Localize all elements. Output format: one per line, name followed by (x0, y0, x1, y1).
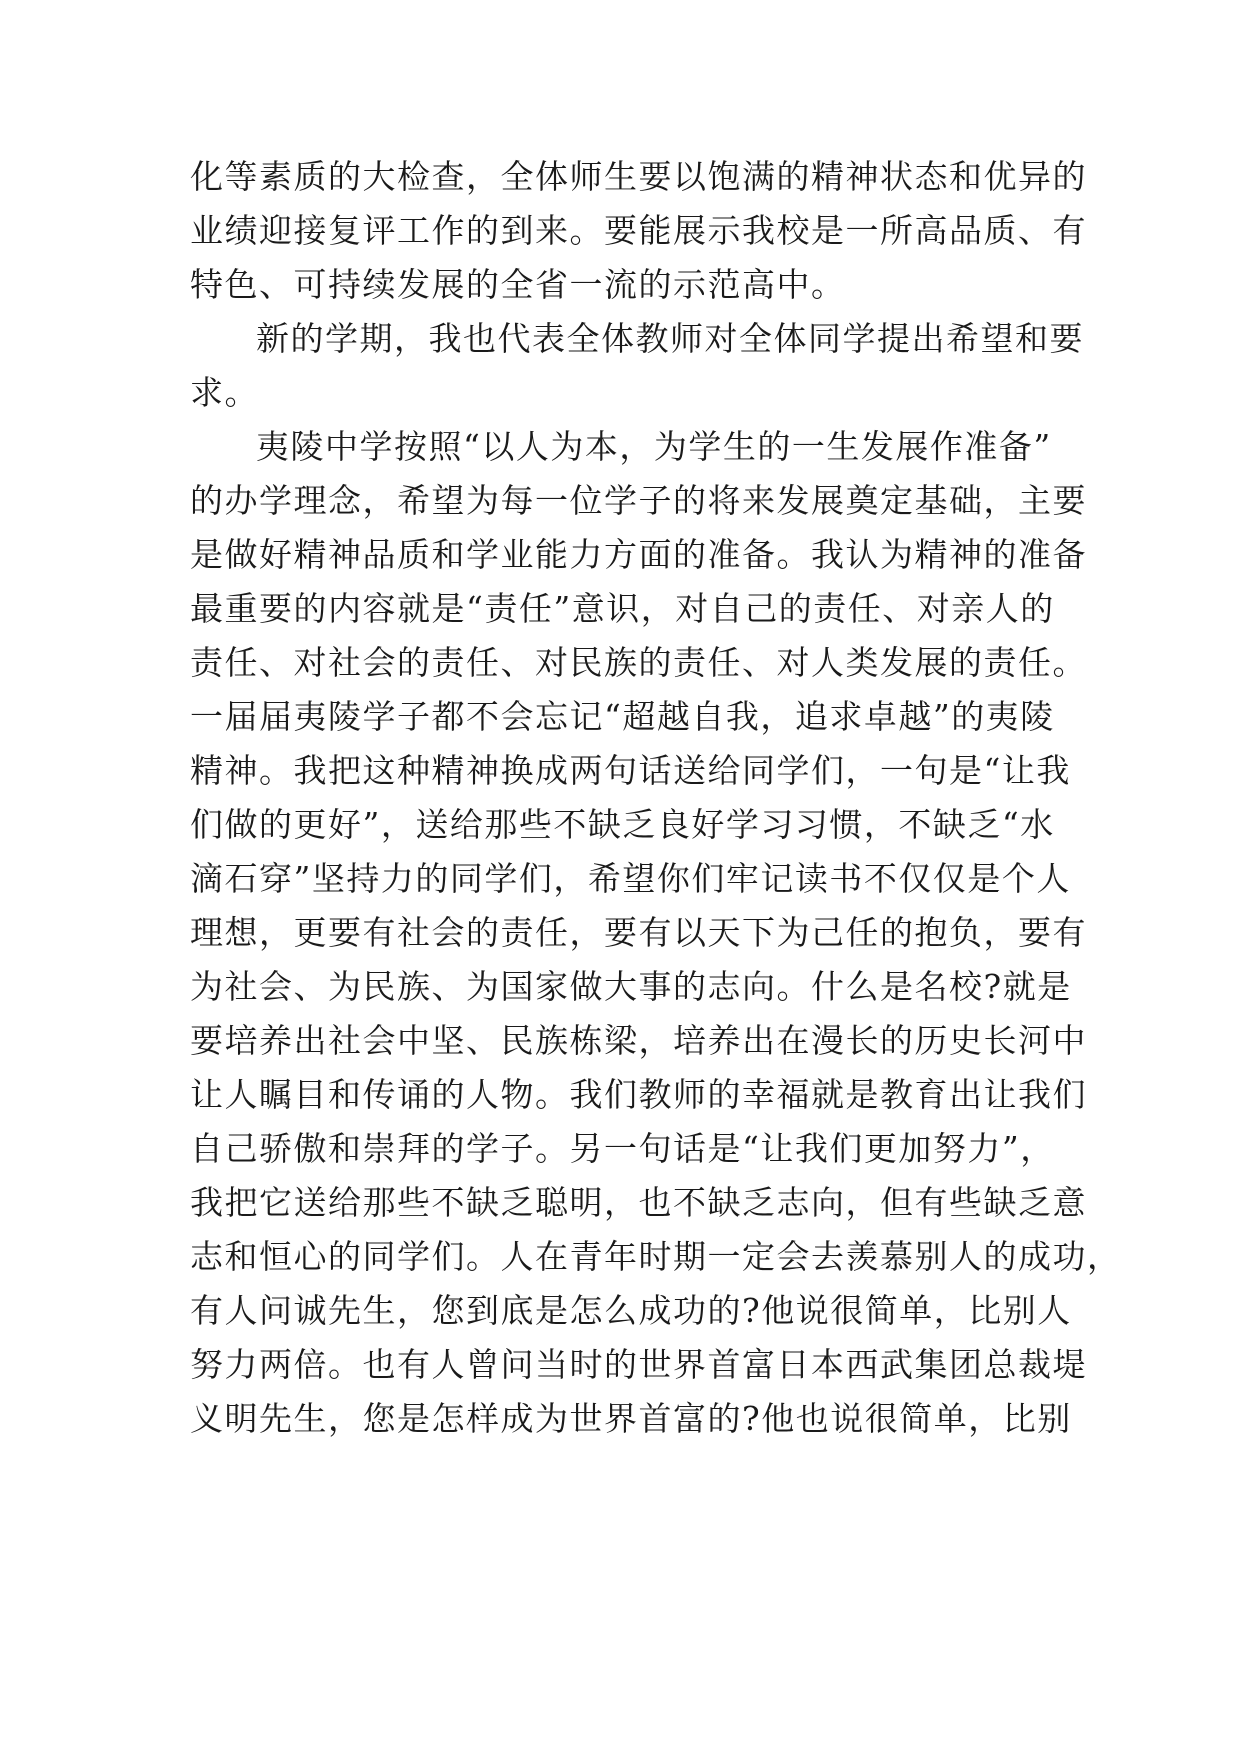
text-line: 有人问诚先生，您到底是怎么成功的?他说很简单，比别人 (190, 1291, 1072, 1330)
text-line: 是做好精神品质和学业能力方面的准备。我认为精神的准备 (190, 535, 1087, 574)
text-line: 求。 (190, 373, 259, 412)
text-line: 一届届夷陵学子都不会忘记“超越自我，追求卓越”的夷陵 (190, 697, 1055, 736)
text-line: 们做的更好”，送给那些不缺乏良好学习习惯，不缺乏“水 (190, 805, 1055, 844)
text-line: 要培养出社会中坚、民族栋梁，培养出在漫长的历史长河中 (190, 1021, 1087, 1060)
text-line: 志和恒心的同学们。人在青年时期一定会去羡慕别人的成功， (190, 1237, 1122, 1276)
text-line: 精神。我把这种精神换成两句话送给同学们，一句是“让我 (190, 751, 1071, 790)
text-line: 让人瞩目和传诵的人物。我们教师的幸福就是教育出让我们 (190, 1075, 1087, 1114)
text-line: 化等素质的大检查，全体师生要以饱满的精神状态和优异的 (190, 157, 1087, 196)
paragraph-start-line: 新的学期，我也代表全体教师对全体同学提出希望和要 (256, 319, 1084, 358)
text-line: 义明先生，您是怎样成为世界首富的?他也说很简单，比别 (190, 1399, 1072, 1438)
paragraph-start-line: 夷陵中学按照“以人为本，为学生的一生发展作准备” (256, 427, 1052, 466)
text-line: 为社会、为民族、为国家做大事的志向。什么是名校?就是 (190, 967, 1072, 1006)
text-line: 最重要的内容就是“责任”意识，对自己的责任、对亲人的 (190, 589, 1055, 628)
text-line: 我把它送给那些不缺乏聪明，也不缺乏志向，但有些缺乏意 (190, 1183, 1087, 1222)
text-line: 努力两倍。也有人曾问当时的世界首富日本西武集团总裁堤 (190, 1345, 1087, 1384)
text-line: 自己骄傲和崇拜的学子。另一句话是“让我们更加努力”， (190, 1129, 1055, 1168)
text-line: 理想，更要有社会的责任，要有以天下为己任的抱负，要有 (190, 913, 1087, 952)
document-body-text (190, 150, 1122, 1446)
text-line: 的办学理念，希望为每一位学子的将来发展奠定基础，主要 (190, 481, 1087, 520)
text-line: 滴石穿”坚持力的同学们，希望你们牢记读书不仅仅是个人 (190, 859, 1071, 898)
text-line: 特色、可持续发展的全省一流的示范高中。 (190, 265, 846, 304)
text-line: 责任、对社会的责任、对民族的责任、对人类发展的责任。 (190, 643, 1087, 682)
text-line: 业绩迎接复评工作的到来。要能展示我校是一所高品质、有 (190, 211, 1087, 250)
